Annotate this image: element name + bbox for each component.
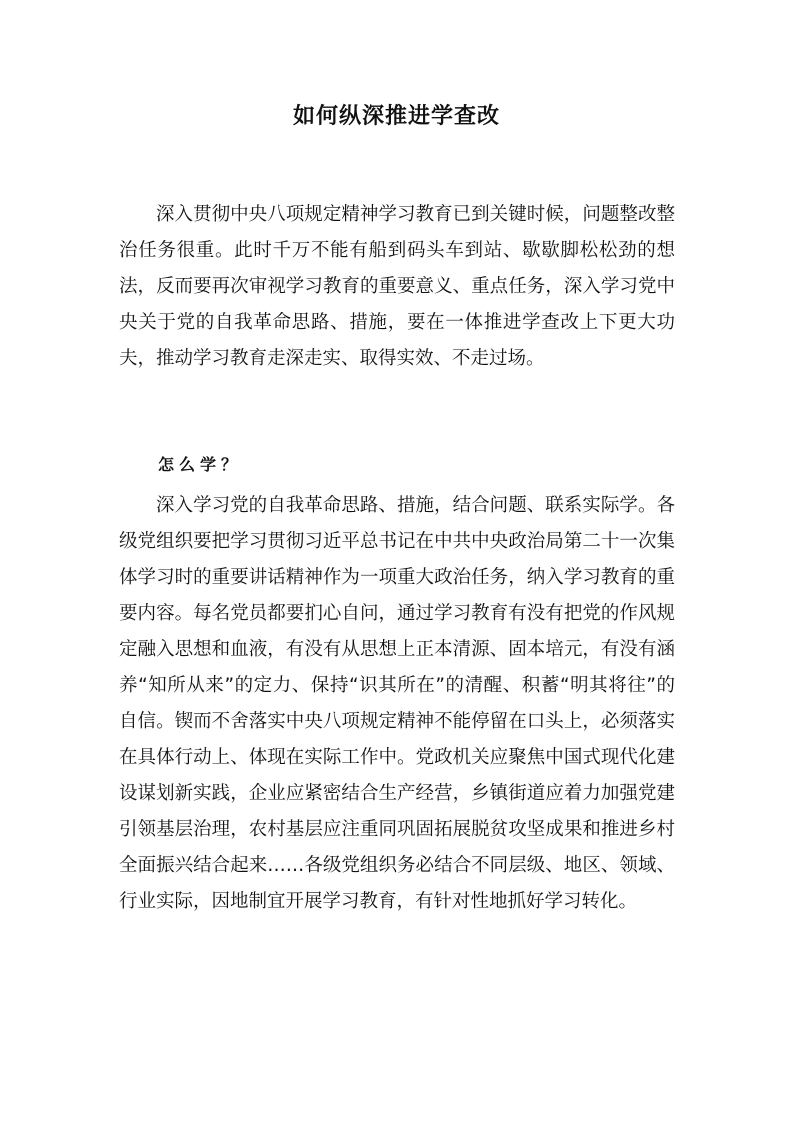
intro-paragraph: 深入贯彻中央八项规定精神学习教育已到关键时候，问题整改整治任务很重。此时千万不能有船到码头车到站、歇歇脚松松劲的想法，反而要再次审视学习教育的重要意义、重点任务，深入学习党中央关于党的自我革命思路、措施，要在一体推进学查改上下更大功夫，推动学习教育走深走实、取得实效、不走过场。 (119, 204, 675, 369)
section-heading: 怎么学？ (158, 455, 243, 474)
section-paragraph: 深入学习党的自我革命思路、措施，结合问题、联系实际学。各级党组织要把学习贯彻习近平总书记在中共中央政治局第二十一次集体学习时的重要讲话精神作为一项重大政治任务，纳入学习教育的重要内容。每名党员都要扪心自问，通过学习教育有没有把党的作风规定融入思想和血液，有没有从思想上正本清源、固本培元，有没有涵养“知所从来”的定力、保持“识其所在”的清醒、积蓄“明其将往”的自信。锲而不舍落实中央八项规定精神不能停留在口头上，必须落实在具体行动上、体现在实际工作中。党政机关应聚焦中国式现代化建设谋划新实践，企业应紧密结合生产经营，乡镇街道应着力加强党建引领基层治理，农村基层应注重同巩固拓展脱贫攻坚成果和推进乡村全面振兴结合起来……各级党组织务必结合不同层级、地区、领域、行业实际，因地制宜开展学习教育，有针对性地抓好学习转化。 (119, 495, 675, 912)
document-title: 如何纵深推进学查改 (292, 104, 500, 129)
